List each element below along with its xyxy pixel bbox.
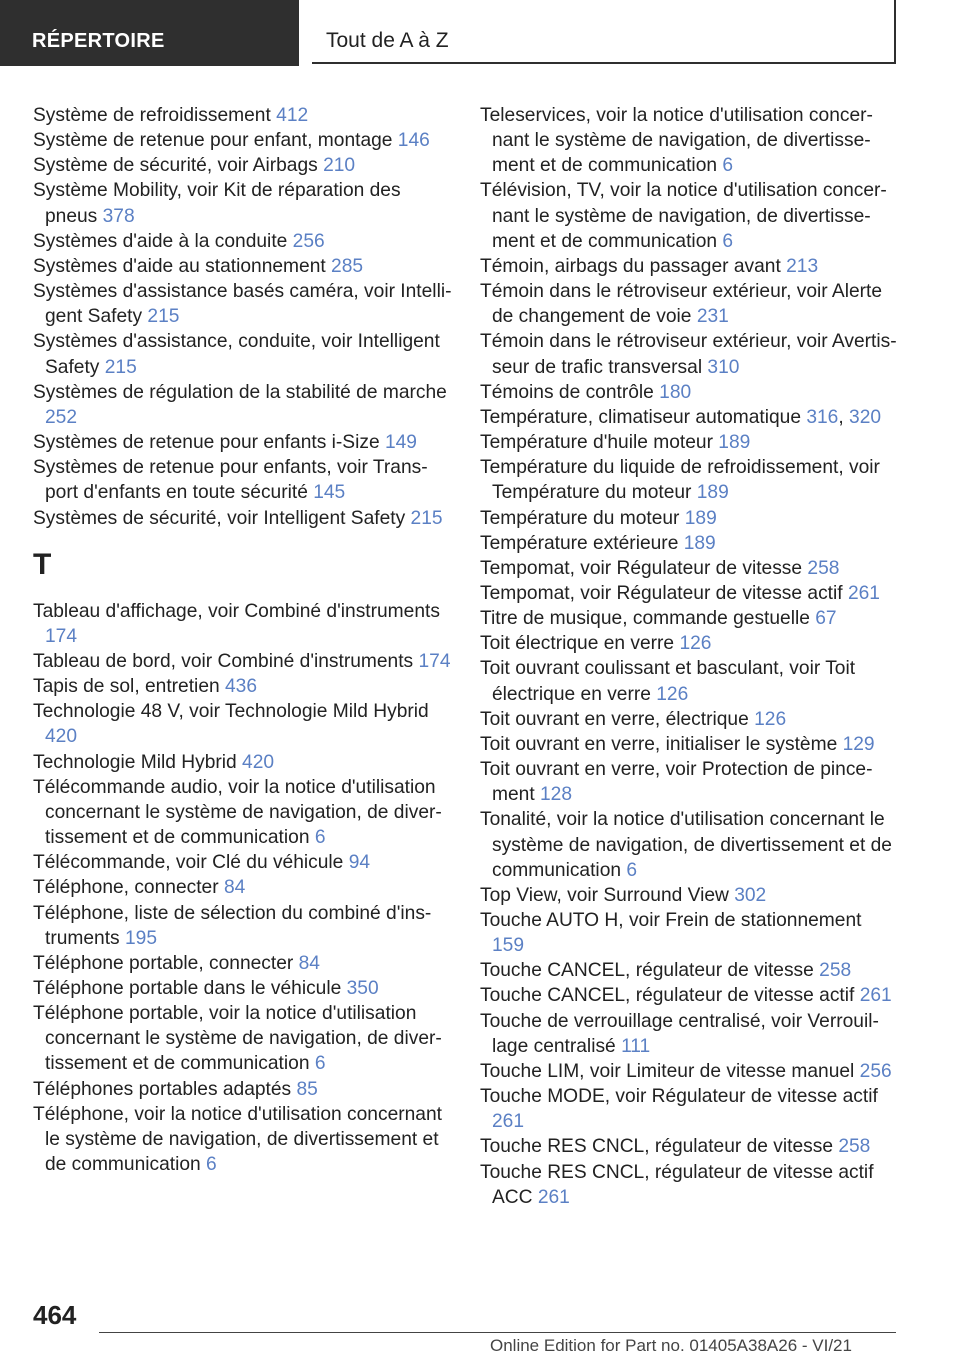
page-link[interactable]: 420 [242,751,275,773]
index-entry-text: Toit ouvrant en verre, électrique [480,708,755,730]
page-link[interactable]: 258 [838,1136,871,1158]
page-link[interactable]: 67 [815,608,837,630]
index-entry [33,455,453,505]
index-entry [33,674,453,699]
page-link[interactable]: 320 [849,406,882,428]
page-link[interactable]: 310 [707,356,740,378]
index-entry-text: Température du moteur [480,507,685,529]
index-entry [480,380,898,405]
index-entry [480,958,898,983]
page-link[interactable]: 316 [806,406,839,428]
page-link[interactable]: 350 [346,978,379,999]
index-entry [33,599,453,649]
page-link[interactable]: 84 [223,877,246,899]
page-link[interactable]: 6 [626,859,638,881]
index-letter-heading: T [33,547,52,581]
index-entry [480,1160,898,1210]
index-entry [33,229,453,254]
index-entry-text: Température extérieure [480,532,684,554]
index-entry-text: Systèmes d'assistance, conduite, voir Intelligent Safety [33,331,440,378]
page-link[interactable]: 436 [225,676,258,698]
page-link[interactable]: 189 [718,432,751,454]
index-entry [33,750,453,775]
page-link[interactable]: 261 [537,1186,570,1208]
section-subtitle: Tout de A à Z [312,0,896,64]
index-entry [33,103,453,128]
page-link[interactable]: 6 [314,1053,326,1075]
index-entry [480,581,898,606]
index-entry [33,279,453,329]
index-entry-text: Système de refroidissement [33,105,277,126]
page-link[interactable]: 210 [323,155,356,177]
page-link[interactable]: 231 [696,306,729,328]
page-link[interactable]: 129 [842,733,875,755]
index-entry-text: Témoin dans le rétroviseur extérieur, voir Avertisseur de trafic transversal [480,331,897,378]
page-link[interactable]: 146 [397,130,430,152]
page-link[interactable]: 256 [859,1060,892,1082]
index-entry [480,405,898,430]
page-link[interactable]: 256 [292,230,325,252]
page-link[interactable]: 378 [102,205,135,227]
index-entry-text: Télévision, TV, voir la notice d'utilisation concernant le système de navigation, de divertissement et de communication [480,180,887,252]
page-header [0,0,960,66]
index-entry-text: Téléphone, liste de sélection du combiné d'instruments [33,902,432,949]
index-entry-text: Télécommande, voir Clé du véhicule [33,852,349,874]
page-link[interactable]: 126 [679,633,712,655]
index-entry-text: Titre de musique, commande gestuelle [480,608,816,630]
index-entry [480,707,898,732]
index-entry [33,329,453,379]
index-entry-text: Tempomat, voir Régulateur de vitesse actif [480,582,848,604]
page-link[interactable]: 94 [348,852,371,874]
page-link[interactable]: 174 [418,650,451,672]
page-link[interactable]: 189 [683,532,716,554]
page-link[interactable]: 174 [45,625,78,647]
index-entry-text: Température du liquide de refroidissement, voir Température du moteur [480,457,880,504]
index-entry-text: Touche de verrouillage centralisé, voir Verrouillage centralisé [480,1010,879,1057]
index-entry [33,254,453,279]
index-entry-text: Systèmes de sécurité, voir Intelligent Safety [33,507,411,529]
index-entry [33,153,453,178]
index-entry [480,556,898,581]
index-entry-text: Touche CANCEL, régulateur de vitesse actif [480,985,860,1007]
page-link[interactable]: 111 [621,1035,651,1057]
index-entry [480,757,898,807]
index-entry [480,329,898,379]
index-entry-text: Téléphones portables adaptés [33,1078,297,1100]
index-entry-text: Systèmes d'assistance basés caméra, voir Intelligent Safety [33,281,452,328]
page-link[interactable]: 302 [734,884,767,906]
index-entry [33,128,453,153]
index-entry [33,649,453,674]
page-link[interactable]: 126 [754,708,787,730]
index-entry [480,908,898,958]
page-link[interactable]: 420 [45,726,78,748]
page-link[interactable]: 412 [276,105,309,126]
index-entry-text: Système de sécurité, voir Airbags [33,155,324,177]
index-entry [33,1077,453,1102]
page-link[interactable]: 189 [696,482,729,504]
index-entry [480,178,898,253]
index-entry-text: Systèmes d'aide au stationnement [33,255,332,277]
index-entry-text: Témoins de contrôle [480,381,660,403]
index-entry-text: Toit ouvrant en verre, voir Protection de pincement [480,759,873,806]
page-link[interactable]: 180 [659,381,692,403]
index-entry-text: Technologie Mild Hybrid [33,751,243,773]
index-entry [33,178,453,228]
index-entry-text: Touche AUTO H, voir Frein de stationnement [480,910,862,931]
index-entry-text: Température, climatiseur automatique [480,406,807,428]
index-entry [480,807,898,882]
index-entry [480,531,898,556]
index-entry [480,983,898,1008]
index-column-left [33,103,453,1177]
index-entry-text: Toit électrique en verre [480,633,680,655]
index-entry [480,455,898,505]
index-entry-text: Touche LIM, voir Limiteur de vitesse manuel [480,1060,860,1082]
page-number: 464 [33,1300,77,1330]
page-separator: , [838,406,850,428]
index-entry-text: Télécommande audio, voir la notice d'utilisation concernant le système de navigation, de divertissement et de communication [33,776,442,849]
index-entry-text: Tempomat, voir Régulateur de vitesse [480,557,808,579]
index-entry-text: Témoin dans le rétroviseur extérieur, voir Alerte de changement de voie [480,281,883,328]
index-entry [33,850,453,875]
index-entry-text: Technologie 48 V, voir Technologie Mild Hybrid [33,701,429,723]
page-link[interactable]: 213 [786,255,819,277]
page-link[interactable]: 126 [656,683,689,705]
page-link[interactable]: 252 [45,406,78,428]
index-entry [480,279,898,329]
page-link[interactable]: 85 [296,1078,318,1100]
page-link[interactable]: 261 [859,985,892,1007]
index-entry [33,506,453,531]
index-entry-text: Touche RES CNCL, régulateur de vitesse [480,1136,839,1158]
index-entry-text: Top View, voir Surround View [480,884,735,906]
page-link[interactable]: 261 [492,1111,525,1133]
index-entry-text: Téléphone portable, connecter [33,952,299,974]
page-link[interactable]: 149 [384,432,417,454]
index-entry-text: Systèmes de retenue pour enfants i-Size [33,432,385,454]
index-entry-text: Systèmes d'aide à la conduite [33,230,293,252]
index-entry [33,380,453,430]
page-link[interactable]: 159 [492,935,525,957]
index-entry-text: Température d'huile moteur [480,432,719,454]
page-link[interactable]: 258 [807,557,840,579]
index-entry [480,1059,898,1084]
index-entry-text: Système Mobility, voir Kit de réparation des pneus [33,180,401,227]
index-entry [480,430,898,455]
index-entry [33,901,453,951]
index-entry [33,951,453,976]
index-entry [33,1001,453,1076]
index-entry [480,656,898,706]
page-link[interactable]: 145 [313,482,346,504]
page-link[interactable]: 215 [147,306,180,328]
index-entry-text: Systèmes de régulation de la stabilité de marche [33,381,447,403]
index-entry [480,606,898,631]
index-entry [480,1134,898,1159]
index-entry [480,506,898,531]
index-entry [480,1084,898,1134]
index-entry [480,883,898,908]
page-link[interactable]: 258 [819,960,852,982]
index-entry-text: Touche RES CNCL, régulateur de vitesse actif ACC [480,1161,874,1208]
index-entry-text: Téléphone portable dans le véhicule [33,978,347,999]
page-link[interactable]: 215 [410,507,443,529]
page-link[interactable]: 128 [540,784,573,806]
index-entry [480,631,898,656]
index-entry [33,976,453,1001]
page-link[interactable]: 6 [314,827,326,849]
page-link[interactable]: 84 [298,952,320,974]
index-entry-text: Téléphone, voir la notice d'utilisation concernant le système de navigation, de divertissement et de communication [33,1103,442,1176]
index-entry [33,875,453,900]
page-link[interactable]: 195 [124,927,157,949]
index-entry-text: Touche MODE, voir Régulateur de vitesse actif [480,1086,878,1108]
page-link[interactable]: 215 [104,356,137,378]
index-entry-text: Toit ouvrant coulissant et basculant, voir Toit électrique en verre [480,658,856,705]
page-link[interactable]: 6 [722,230,734,252]
index-entry [33,699,453,749]
index-entry [480,732,898,757]
index-entry-text: Touche CANCEL, régulateur de vitesse [480,960,820,982]
index-entry [480,103,898,178]
index-entry [33,775,453,850]
page-link[interactable]: 261 [847,582,880,604]
page-link[interactable]: 6 [722,155,734,177]
index-entry-text: Témoin, airbags du passager avant [480,255,787,277]
index-entry [33,1102,453,1177]
index-entry-text: Systèmes de retenue pour enfants, voir Transport d'enfants en toute sécurité [33,457,428,504]
index-entry [33,430,453,455]
index-entry-text: Tapis de sol, entretien [33,676,225,698]
section-tab[interactable]: RÉPERTOIRE [0,0,299,66]
index-entry [480,1009,898,1059]
page-link[interactable]: 285 [331,255,364,277]
index-column-right [480,103,898,1210]
index-entry-text: Téléphone, connecter [33,877,224,899]
index-entry [480,254,898,279]
index-entry-text: Tableau d'affichage, voir Combiné d'instruments [33,600,440,622]
edition-note: Online Edition for Part no. 01405A38A26 - VI/21 [490,1336,852,1355]
footer-divider [99,1332,896,1333]
index-entry-text: Teleservices, voir la notice d'utilisation concernant le système de navigation, de divertissement et de communication [480,105,873,177]
index-entry-text: Système de retenue pour enfant, montage [33,130,398,152]
index-entry-text: Téléphone portable, voir la notice d'utilisation concernant le système de navigation, de divertissement et de communication [33,1003,442,1075]
index-entry-text: Tableau de bord, voir Combiné d'instruments [33,650,419,672]
page-link[interactable]: 189 [684,507,717,529]
index-entry-text: Toit ouvrant en verre, initialiser le système [480,733,843,755]
page-link[interactable]: 6 [206,1154,217,1176]
index-entry-text: Tonalité, voir la notice d'utilisation concernant le système de navigation, de divertissement et de communication [480,809,892,881]
